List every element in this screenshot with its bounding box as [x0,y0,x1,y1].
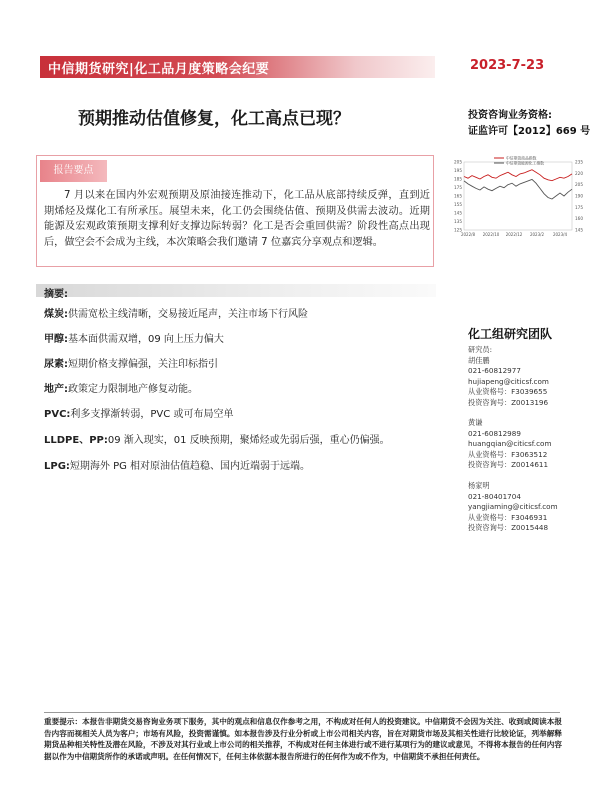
y-left-tick-label: 205 [454,159,462,165]
report-title: 预期推动估值修复，化工高点已现？ [78,109,350,129]
legend-label: 中信期货商品指数 [506,155,537,161]
abstract-item-polyolefin: LLDPE、PP:09 渐入现实，01 反映预期，聚烯烃或先弱后强，重心仍偏强。 [44,435,390,446]
y-right-tick-label: 190 [575,193,583,199]
series-line-1 [464,179,572,199]
x-tick-label: 2023/4 [552,232,568,237]
x-tick-label: 2022/8 [460,232,476,237]
team-title: 化工组研究团队 [468,327,553,341]
report-date: 2023-7-23 [470,58,545,73]
disclaimer-rule [44,712,560,713]
x-tick-label: 2022/12 [505,232,523,237]
y-left-tick-label: 175 [454,185,462,190]
y-left-tick-label: 125 [454,227,462,233]
y-right-tick-label: 160 [575,216,583,222]
y-left-tick-label: 135 [454,219,462,224]
x-tick-label: 2022/10 [482,232,500,237]
qualification-license: 证监许可【2012】669 号 [468,126,591,137]
abstract-item-property: 地产:政策定力限制地产修复动能。 [44,384,198,395]
abstract-item-coal: 煤炭:供需宽松主线清晰，交易接近尾声，关注市场下行风险 [44,309,308,320]
abstract-item-methanol: 甲醇:基本面供需双增，09 向上压力偏大 [44,334,224,345]
y-right-tick-label: 145 [575,227,583,233]
y-right-tick-label: 205 [575,182,583,188]
y-left-tick-label: 165 [454,193,462,199]
y-right-tick-label: 235 [575,159,583,165]
abstract-bar [36,284,436,297]
x-tick-label: 2023/2 [529,232,545,237]
disclaimer-text: 重要提示：本报告非期货交易咨询业务项下服务，其中的观点和信息仅作参考之用，不构成对任何人的投资建议。中信期货不会因为关注、收到或阅读本报告内容而视相关人员为客户；市场有风险，投资需谨慎。如本报告涉及行业分析或上市公司相关内容，旨在对期货市场及其相关性进行比较论证，列举解释期货品种相关特性及潜在风险，不涉及对其行业或上市公司的相关推荐，不构成对任何主体进行或不进行某项行为的建议或意见，不得将本报告的任何内容据以作为中信期货所作的承诺或声明。在任何情况下，任何主体依据本报告所进行的任何作为或不作为，中信期货不承担任何责任。 [44,717,562,761]
y-left-tick-label: 185 [454,176,462,182]
y-left-tick-label: 145 [454,210,462,216]
header-title: 中信期货研究|化工品月度策略会纪要 [48,62,270,77]
y-right-tick-label: 175 [575,204,583,210]
index-line-chart [448,152,596,244]
summary-tag: 报告要点 [40,160,107,182]
legend-label: 中信期货能源化工指数 [506,160,544,166]
qualification-label: 投资咨询业务资格: [468,110,552,121]
analyst-block-1: 研究员: 胡佳鹏 021-60812977 hujiapeng@citicsf.com 从业资格号：F3039655 投资咨询号：Z0013196 [468,345,549,407]
series-line-0 [464,170,572,181]
summary-text: 7 月以来在国内外宏观预期及原油接连推动下，化工品从底部持续反弹，直到近期烯烃及煤化工有所承压。展望未来，化工仍会围绕估值、预期及供需去波动。近期能源及宏观政策预期支撑利好支撑边际转弱？化工是否会重回供需？阶段性高点出现后，做空会不会成为主线，本次策略会我们邀请 7 位嘉宾分享观点和逻辑。 [44,190,430,248]
abstract-item-lpg: LPG:短期海外 PG 相对原油估值趋稳、国内近端弱于远端。 [44,461,311,472]
y-right-tick-label: 220 [575,170,583,176]
abstract-item-urea: 尿素:短期价格支撑偏强，关注印标指引 [44,359,218,370]
analyst-block-3: 杨家明 021-80401704 yangjiaming@citicsf.com 从业资格号：F3046931 投资咨询号：Z0015448 [468,481,558,532]
analyst-block-2: 黄谦 021-60812989 huangqian@citicsf.com 从业资格号：F3063512 投资咨询号：Z0014611 [468,418,552,469]
abstract-label: 摘要: [44,289,68,300]
abstract-item-pvc: PVC:利多支撑渐转弱，PVC 或可布局空单 [44,409,234,420]
y-left-tick-label: 155 [454,202,462,207]
y-left-tick-label: 195 [454,168,462,173]
